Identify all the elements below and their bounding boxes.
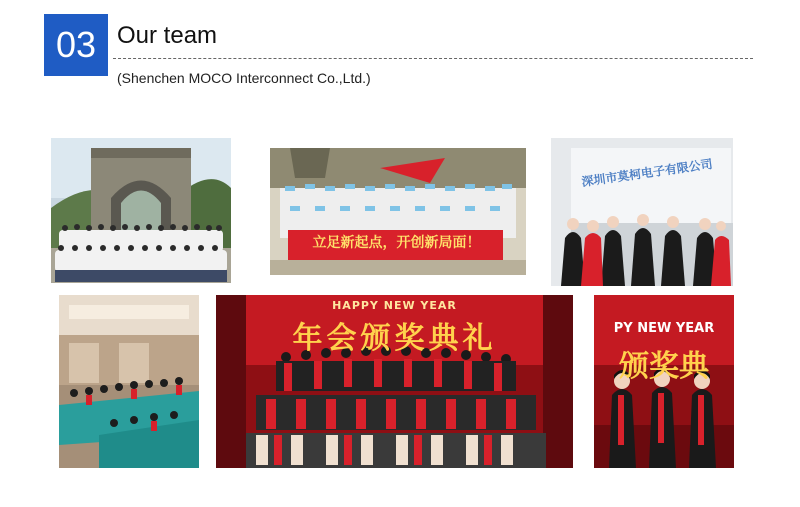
team-photo-new-year <box>216 295 573 468</box>
title-divider <box>113 58 753 59</box>
team-photo-office <box>551 138 733 286</box>
stage-banner-top: PY NEW YEAR <box>613 321 715 336</box>
section-number-box: 03 <box>44 14 108 76</box>
new-year-banner-top: HAPPY NEW YEAR <box>332 299 457 312</box>
team-photo-meeting <box>59 295 199 468</box>
team-photo-stage <box>594 295 734 468</box>
photo-banner-slogan: 立足新起点，开创新局面！ <box>312 235 481 251</box>
stage-banner-main: 颁奖典 <box>619 349 709 384</box>
new-year-banner-main: 年会颁奖典礼 <box>292 321 497 356</box>
company-subtitle: (Shenchen MOCO Interconnect Co.,Ltd.) <box>117 70 371 86</box>
team-photo-arch <box>51 138 231 283</box>
team-photo-banner <box>270 148 526 275</box>
section-title: Our team <box>117 22 218 49</box>
office-wall-sign: 深圳市莫柯电子有限公司 <box>580 156 714 190</box>
